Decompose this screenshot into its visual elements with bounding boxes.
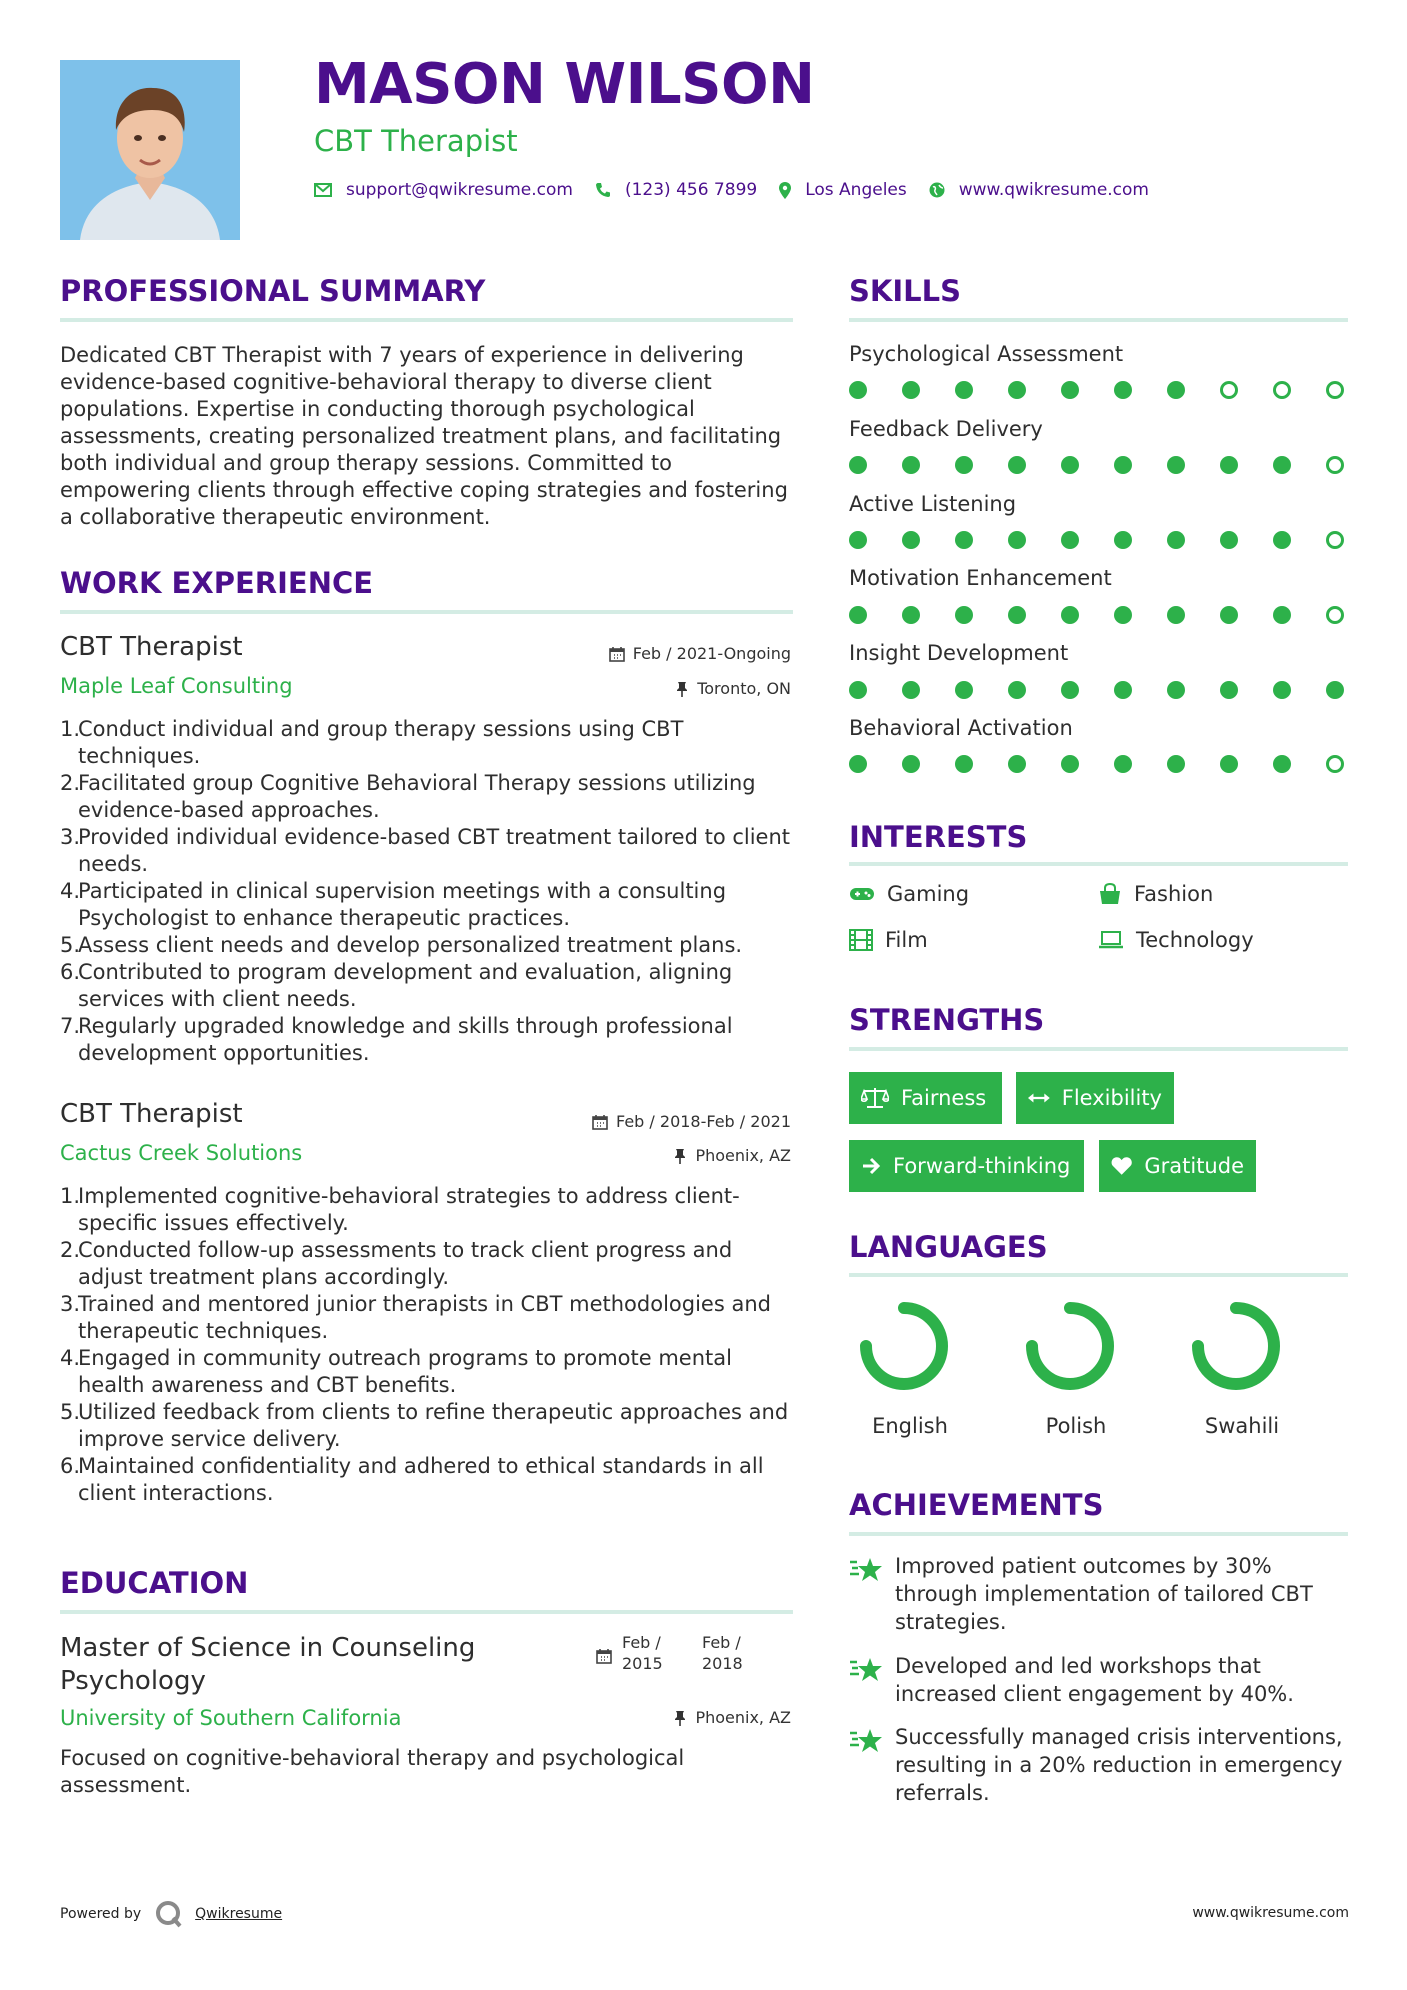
list-text: Maintained confidentiality and adhered to ethical standards in all	[78, 1454, 764, 1478]
list-item	[60, 770, 793, 824]
rating-dot-filled	[902, 381, 920, 399]
skill-rating	[849, 531, 1349, 553]
interests-heading: INTERESTS	[849, 820, 1028, 854]
balance-scale-icon	[861, 1087, 889, 1109]
brand-link[interactable]: Qwikresume	[195, 1906, 283, 1922]
rating-dot-empty	[1326, 456, 1344, 474]
skill-name: Behavioral Activation	[849, 716, 1073, 740]
list-number: 2.	[60, 1238, 81, 1262]
job-bullets	[60, 1183, 793, 1507]
rating-dot-filled	[1326, 681, 1344, 699]
list-item	[60, 824, 793, 878]
job-dates-text: Feb / 2018-Feb / 2021	[616, 1112, 791, 1131]
rating-dot-filled	[1273, 531, 1291, 549]
list-text: Implemented cognitive-behavioral strategies to address client-	[78, 1184, 740, 1208]
strength-label: Gratitude	[1144, 1154, 1244, 1178]
phone-text: (123) 456 7899	[624, 180, 758, 200]
summary-line: populations. Expertise in conducting thorough psychological	[60, 397, 695, 421]
achievement-text	[895, 1723, 1345, 1807]
rating-dot-filled	[849, 755, 867, 773]
rating-dot-filled	[1114, 681, 1132, 699]
proficiency-arc	[1032, 1308, 1108, 1384]
degree-title	[60, 1632, 475, 1698]
rating-dot-filled	[1008, 681, 1026, 699]
list-text: Participated in clinical supervision meetings with a consulting	[78, 879, 727, 903]
skill-rating	[849, 456, 1349, 478]
rating-dot-filled	[1008, 606, 1026, 624]
rating-dot-filled	[1167, 755, 1185, 773]
rating-dot-filled	[902, 681, 920, 699]
job-location	[675, 679, 791, 698]
skills-divider	[849, 318, 1348, 322]
list-number: 4.	[60, 879, 81, 903]
footer-url[interactable]: www.qwikresume.com	[1192, 1905, 1349, 1921]
list-item	[60, 1237, 793, 1291]
language-name: Polish	[1045, 1414, 1107, 1438]
calendar-icon	[592, 1114, 608, 1130]
globe-icon	[929, 182, 945, 198]
rating-dot-filled	[1167, 456, 1185, 474]
pushpin-icon	[673, 1710, 687, 1726]
list-text: Trained and mentored junior therapists in CBT methodologies and	[78, 1292, 771, 1316]
rating-dot-filled	[955, 531, 973, 549]
envelope-icon	[314, 183, 332, 197]
shopping-bag-icon	[1098, 883, 1122, 905]
experience-heading: WORK EXPERIENCE	[60, 566, 374, 600]
email-text: support@qwikresume.com	[346, 180, 573, 200]
rating-dot-filled	[849, 606, 867, 624]
language-name: Swahili	[1204, 1414, 1280, 1438]
list-number: 4.	[60, 1346, 81, 1370]
rating-dot-filled	[902, 755, 920, 773]
degree-line: Psychology	[60, 1666, 206, 1696]
achievement-line: strategies.	[895, 1610, 1007, 1634]
interest-technology	[1098, 928, 1254, 952]
rating-dot-empty	[1326, 381, 1344, 399]
rating-dot-filled	[955, 606, 973, 624]
pushpin-icon	[675, 681, 689, 697]
list-text: evidence-based approaches.	[78, 798, 380, 822]
rating-dot-filled	[1220, 456, 1238, 474]
list-item	[60, 878, 793, 932]
strength-tag	[1099, 1140, 1256, 1192]
list-text: needs.	[78, 852, 149, 876]
star-icon	[849, 1727, 883, 1755]
job-bullets	[60, 716, 793, 1067]
calendar-icon	[596, 1648, 612, 1668]
contact-bar	[314, 178, 1171, 202]
school-name: University of Southern California	[60, 1706, 402, 1730]
rating-dot-empty	[1326, 531, 1344, 549]
summary-heading: PROFESSIONAL SUMMARY	[60, 274, 486, 308]
list-item	[60, 1453, 793, 1507]
strength-tag	[1016, 1072, 1174, 1124]
rating-dot-filled	[955, 755, 973, 773]
language-proficiency-ring	[1188, 1298, 1284, 1394]
list-text: client interactions.	[78, 1481, 274, 1505]
candidate-name: MASON WILSON	[314, 52, 815, 117]
list-item	[60, 1345, 793, 1399]
summary-line: assessments, creating personalized treatment plans, and facilitating	[60, 424, 782, 448]
job-location-text: Toronto, ON	[697, 679, 791, 698]
rating-dot-filled	[849, 456, 867, 474]
rating-dot-filled	[955, 681, 973, 699]
list-item	[60, 959, 793, 1013]
achievement-line: through implementation of tailored CBT	[895, 1582, 1313, 1606]
film-icon	[849, 929, 873, 951]
skill-name: Motivation Enhancement	[849, 566, 1112, 590]
summary-divider	[60, 318, 793, 322]
job-dates-text: Feb / 2021-Ongoing	[632, 644, 791, 663]
list-text: Conducted follow-up assessments to track client progress and	[78, 1238, 733, 1262]
rating-dot-filled	[1273, 606, 1291, 624]
rating-dot-filled	[1061, 606, 1079, 624]
education-location-text: Phoenix, AZ	[695, 1708, 791, 1727]
list-text: techniques.	[78, 744, 201, 768]
skill-name: Insight Development	[849, 641, 1069, 665]
rating-dot-filled	[902, 456, 920, 474]
list-number: 6.	[60, 1454, 81, 1478]
rating-dot-filled	[1167, 681, 1185, 699]
strength-label: Flexibility	[1061, 1086, 1162, 1110]
pushpin-icon	[673, 1148, 687, 1164]
rating-dot-filled	[1114, 531, 1132, 549]
list-item	[60, 1291, 793, 1345]
list-text: health awareness and CBT benefits.	[78, 1373, 457, 1397]
star-icon	[849, 1556, 883, 1584]
education-start-date	[622, 1632, 663, 1674]
job-location	[673, 1146, 791, 1165]
list-number: 1.	[60, 717, 81, 741]
list-text: Assess client needs and develop personalized treatment plans.	[78, 933, 743, 957]
qwikresume-logo-icon	[155, 1900, 183, 1928]
rating-dot-filled	[849, 681, 867, 699]
contact-website[interactable]	[929, 180, 1149, 200]
rating-dot-empty	[1326, 755, 1344, 773]
strength-tag	[849, 1072, 1002, 1124]
list-text: Psychologist to enhance therapeutic practices.	[78, 906, 571, 930]
candidate-title: CBT Therapist	[314, 124, 518, 158]
achievement-item	[849, 1552, 1349, 1642]
summary-line: both individual and group therapy sessions. Committed to	[60, 451, 672, 475]
rating-dot-filled	[1008, 531, 1026, 549]
list-text: Conduct individual and group therapy sessions using CBT	[78, 717, 684, 741]
profile-photo	[60, 60, 240, 240]
strength-label: Fairness	[901, 1086, 987, 1110]
end-month: Feb /	[702, 1633, 741, 1652]
rating-dot-filled	[1061, 755, 1079, 773]
list-text: Facilitated group Cognitive Behavioral Therapy sessions utilizing	[78, 771, 756, 795]
rating-dot-filled	[1061, 681, 1079, 699]
experience-divider	[60, 610, 793, 614]
rating-dot-filled	[1273, 681, 1291, 699]
rating-dot-filled	[955, 456, 973, 474]
interest-film	[849, 928, 928, 952]
skill-rating	[849, 755, 1349, 777]
language-proficiency-ring	[1022, 1298, 1118, 1394]
rating-dot-filled	[1220, 755, 1238, 773]
list-number: 5.	[60, 933, 81, 957]
achievement-item	[849, 1652, 1349, 1714]
job-company: Maple Leaf Consulting	[60, 674, 293, 698]
education-heading: EDUCATION	[60, 1566, 249, 1600]
achievement-line: resulting in a 20% reduction in emergency	[895, 1753, 1343, 1777]
calendar-icon	[609, 646, 625, 662]
list-item	[60, 1013, 793, 1067]
strengths-divider	[849, 1047, 1348, 1051]
achievement-text	[895, 1552, 1345, 1636]
arrows-horizontal-icon	[1028, 1091, 1050, 1105]
list-number: 1.	[60, 1184, 81, 1208]
achievements-heading: ACHIEVEMENTS	[849, 1488, 1104, 1522]
description-line: assessment.	[60, 1773, 192, 1797]
achievements-divider	[849, 1532, 1348, 1536]
interest-fashion	[1098, 882, 1213, 906]
rating-dot-filled	[955, 381, 973, 399]
language-proficiency-ring	[856, 1298, 952, 1394]
rating-dot-filled	[849, 381, 867, 399]
list-text: Contributed to program development and evaluation, aligning	[78, 960, 733, 984]
rating-dot-filled	[1220, 606, 1238, 624]
powered-by-text: Powered by	[60, 1906, 142, 1922]
achievement-text	[895, 1652, 1345, 1708]
degree-line: Master of Science in Counseling	[60, 1633, 476, 1663]
achievement-line: increased client engagement by 40%.	[895, 1682, 1294, 1706]
arrow-right-icon	[861, 1156, 881, 1176]
rating-dot-filled	[1008, 755, 1026, 773]
language-name: English	[872, 1414, 948, 1438]
list-text: Provided individual evidence-based CBT treatment tailored to client	[78, 825, 791, 849]
list-number: 7.	[60, 1014, 81, 1038]
heart-icon	[1111, 1156, 1132, 1176]
education-divider	[60, 1610, 793, 1614]
job-title: CBT Therapist	[60, 1099, 243, 1129]
rating-dot-filled	[902, 531, 920, 549]
website-text: www.qwikresume.com	[958, 180, 1149, 200]
rating-dot-filled	[849, 531, 867, 549]
interest-gaming	[849, 882, 969, 906]
achievement-line: Successfully managed crisis interventions,	[895, 1725, 1343, 1749]
strengths-heading: STRENGTHS	[849, 1003, 1045, 1037]
list-text: specific issues effectively.	[78, 1211, 349, 1235]
rating-dot-filled	[902, 606, 920, 624]
job-title: CBT Therapist	[60, 632, 243, 662]
education-location	[673, 1708, 791, 1727]
skill-rating	[849, 681, 1349, 703]
summary-line: empowering clients through effective coping strategies and fostering	[60, 478, 788, 502]
list-item	[60, 932, 793, 959]
rating-dot-filled	[1008, 456, 1026, 474]
rating-dot-filled	[1167, 531, 1185, 549]
contact-email[interactable]	[314, 180, 573, 200]
rating-dot-filled	[1273, 456, 1291, 474]
list-number: 3.	[60, 1292, 81, 1316]
rating-dot-filled	[1061, 531, 1079, 549]
list-text: improve service delivery.	[78, 1427, 341, 1451]
proficiency-arc	[866, 1308, 942, 1384]
rating-dot-filled	[1220, 681, 1238, 699]
skill-name: Active Listening	[849, 492, 1017, 516]
interest-label: Technology	[1136, 928, 1254, 952]
list-number: 2.	[60, 771, 81, 795]
phone-icon	[595, 182, 611, 198]
job-company: Cactus Creek Solutions	[60, 1141, 303, 1165]
contact-location	[779, 180, 907, 200]
languages-divider	[849, 1273, 1348, 1277]
rating-dot-filled	[1220, 531, 1238, 549]
list-text: Utilized feedback from clients to refine therapeutic approaches and	[78, 1400, 789, 1424]
list-item	[60, 1399, 793, 1453]
summary-line: evidence-based cognitive-behavioral therapy to diverse client	[60, 370, 712, 394]
rating-dot-filled	[1114, 755, 1132, 773]
rating-dot-empty	[1220, 381, 1238, 399]
start-year: 2015	[622, 1654, 663, 1673]
achievement-line: referrals.	[895, 1781, 990, 1805]
list-item	[60, 1183, 793, 1237]
list-number: 5.	[60, 1400, 81, 1424]
rating-dot-filled	[1061, 456, 1079, 474]
rating-dot-filled	[1167, 606, 1185, 624]
skill-rating	[849, 381, 1349, 403]
interest-label: Gaming	[887, 882, 970, 906]
interest-label: Film	[885, 928, 928, 952]
start-month: Feb /	[622, 1633, 661, 1652]
interest-label: Fashion	[1134, 882, 1214, 906]
rating-dot-filled	[1114, 381, 1132, 399]
list-text: Engaged in community outreach programs to promote mental	[78, 1346, 732, 1370]
skill-rating	[849, 606, 1349, 628]
achievement-line: Developed and led workshops that	[895, 1654, 1261, 1678]
proficiency-arc	[1198, 1308, 1274, 1384]
achievement-line: Improved patient outcomes by 30%	[895, 1554, 1272, 1578]
list-item	[60, 716, 793, 770]
skill-name: Psychological Assessment	[849, 342, 1124, 366]
rating-dot-empty	[1326, 606, 1344, 624]
rating-dot-filled	[1008, 381, 1026, 399]
summary-line: a collaborative therapeutic environment.	[60, 505, 491, 529]
list-text: services with client needs.	[78, 987, 357, 1011]
list-number: 6.	[60, 960, 81, 984]
rating-dot-filled	[1061, 381, 1079, 399]
laptop-icon	[1098, 931, 1124, 949]
footer-powered-by	[60, 1900, 282, 1928]
interests-divider	[849, 862, 1348, 866]
rating-dot-filled	[1167, 381, 1185, 399]
map-marker-icon	[779, 182, 791, 199]
list-text: adjust treatment plans accordingly.	[78, 1265, 449, 1289]
job-dates	[592, 1112, 791, 1131]
languages-heading: LANGUAGES	[849, 1230, 1048, 1264]
location-text: Los Angeles	[805, 180, 907, 200]
list-text: development opportunities.	[78, 1041, 370, 1065]
summary-text	[60, 342, 793, 531]
summary-line: Dedicated CBT Therapist with 7 years of experience in delivering	[60, 343, 744, 367]
rating-dot-filled	[1114, 456, 1132, 474]
list-text: Regularly upgraded knowledge and skills through professional	[78, 1014, 733, 1038]
achievement-item	[849, 1723, 1349, 1813]
rating-dot-empty	[1273, 381, 1291, 399]
description-line: Focused on cognitive-behavioral therapy and psychological	[60, 1746, 685, 1770]
end-year: 2018	[702, 1654, 743, 1673]
skill-name: Feedback Delivery	[849, 417, 1043, 441]
job-dates	[609, 644, 791, 663]
rating-dot-filled	[1114, 606, 1132, 624]
rating-dot-filled	[1273, 755, 1291, 773]
skills-heading: SKILLS	[849, 274, 961, 308]
contact-phone[interactable]	[595, 180, 757, 200]
list-number: 3.	[60, 825, 81, 849]
strength-tag	[849, 1140, 1084, 1192]
list-text: therapeutic techniques.	[78, 1319, 329, 1343]
star-icon	[849, 1656, 883, 1684]
job-location-text: Phoenix, AZ	[695, 1146, 791, 1165]
education-end-date	[702, 1632, 743, 1674]
education-description	[60, 1745, 793, 1799]
gamepad-icon	[849, 886, 875, 902]
strength-label: Forward-thinking	[893, 1154, 1071, 1178]
